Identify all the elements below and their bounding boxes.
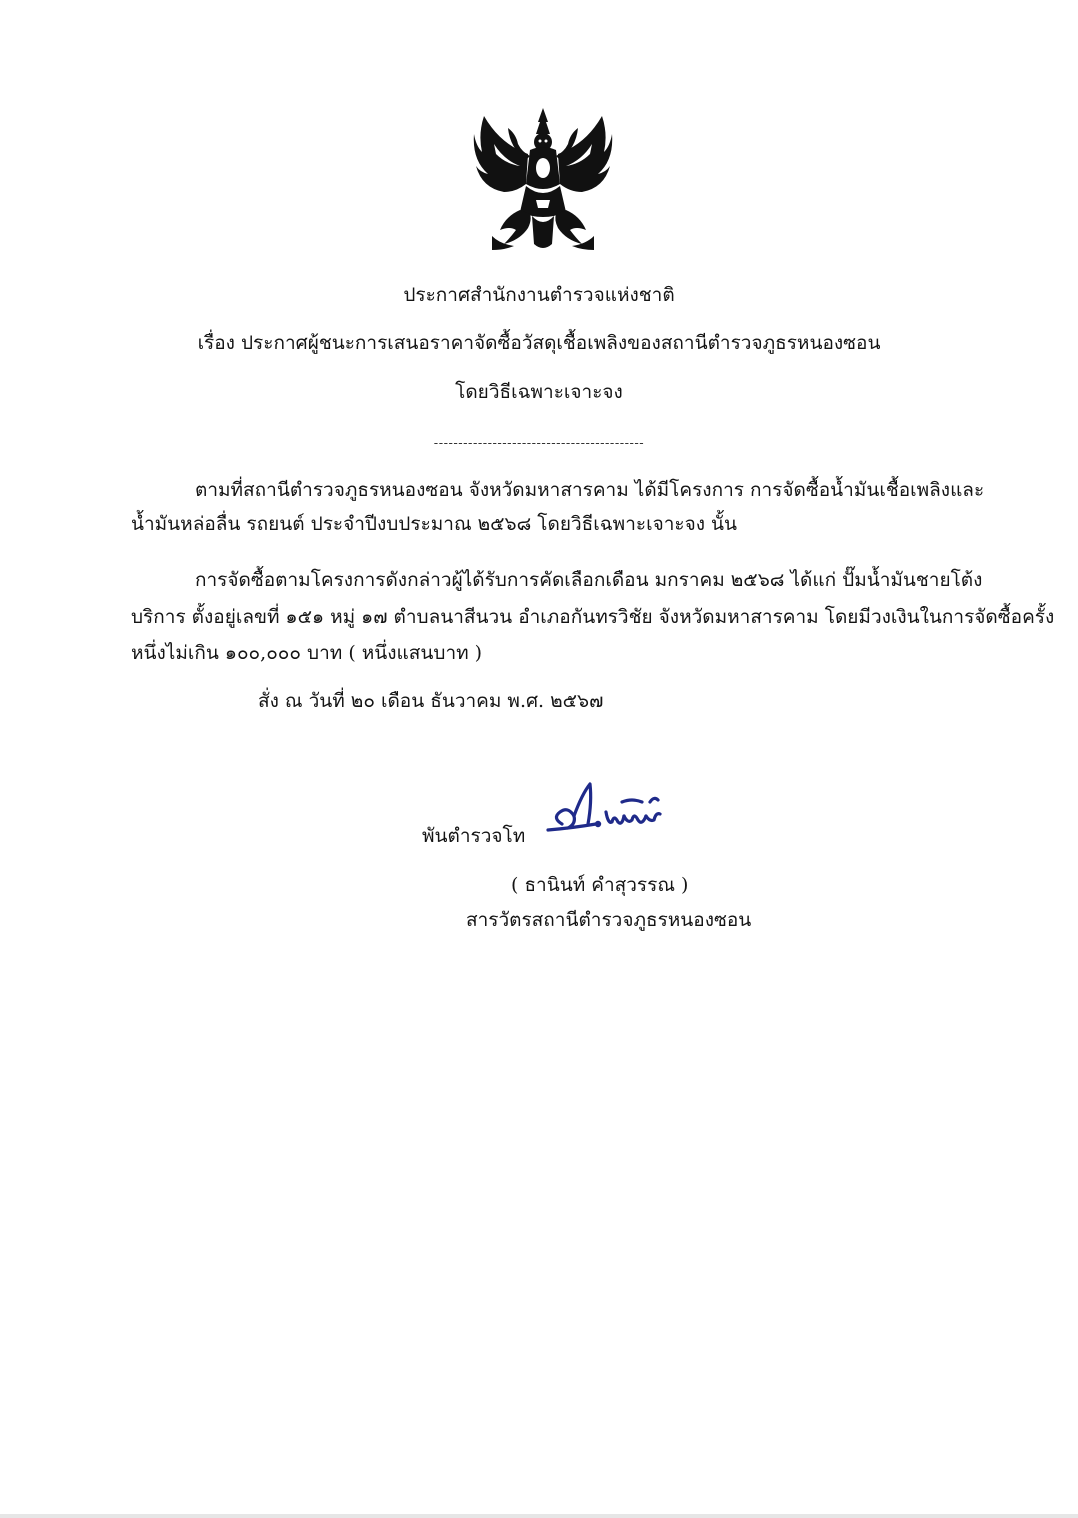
paragraph-1-line-2: น้ำมันหล่อลื่น รถยนต์ ประจำปีงบประมาณ ๒๕๖๘ โดยวิธีเฉพาะเจาะจง นั้น (131, 513, 737, 535)
signer-rank: พันตำรวจโท (422, 825, 526, 847)
signer-name: ( ธานินท์ คำสุวรรณ ) (511, 874, 689, 896)
procurement-method: โดยวิธีเฉพาะเจาะจง (455, 381, 623, 403)
announcement-title: ประกาศสำนักงานตำรวจแห่งชาติ (403, 284, 675, 306)
paragraph-2-line-3: หนึ่งไม่เกิน ๑๐๐,๐๐๐ บาท ( หนึ่งแสนบาท ) (131, 642, 483, 664)
paragraph-1-line-1: ตามที่สถานีตำรวจภูธรหนองซอน จังหวัดมหาสารคาม ได้มีโครงการ การจัดซื้อน้ำมันเชื้อเพลิงและ (195, 479, 985, 501)
separator-line: ------------------------------------------- (433, 436, 645, 451)
signer-position: สารวัตรสถานีตำรวจภูธรหนองซอน (466, 909, 752, 931)
paragraph-2-line-1: การจัดซื้อตามโครงการดังกล่าวผู้ได้รับการคัดเลือกเดือน มกราคม ๒๕๖๘ ได้แก่ ปั๊มน้ำมันชายโต้ง (195, 569, 983, 591)
garuda-emblem-icon (470, 104, 616, 254)
page-bottom-edge (0, 1514, 1078, 1518)
announcement-subject: เรื่อง ประกาศผู้ชนะการเสนอราคาจัดซื้อวัสดุเชื้อเพลิงของสถานีตำรวจภูธรหนองซอน (197, 332, 881, 354)
handwritten-signature (542, 772, 672, 844)
order-date: สั่ง ณ วันที่ ๒๐ เดือน ธันวาคม พ.ศ. ๒๕๖๗ (258, 690, 604, 712)
paragraph-2-line-2: บริการ ตั้งอยู่เลขที่ ๑๕๑ หมู่ ๑๗ ตำบลนาสีนวน อำเภอกันทรวิชัย จังหวัดมหาสารคาม โดยมีวงเงินในการจัดซื้อครั้ง (131, 606, 1055, 628)
